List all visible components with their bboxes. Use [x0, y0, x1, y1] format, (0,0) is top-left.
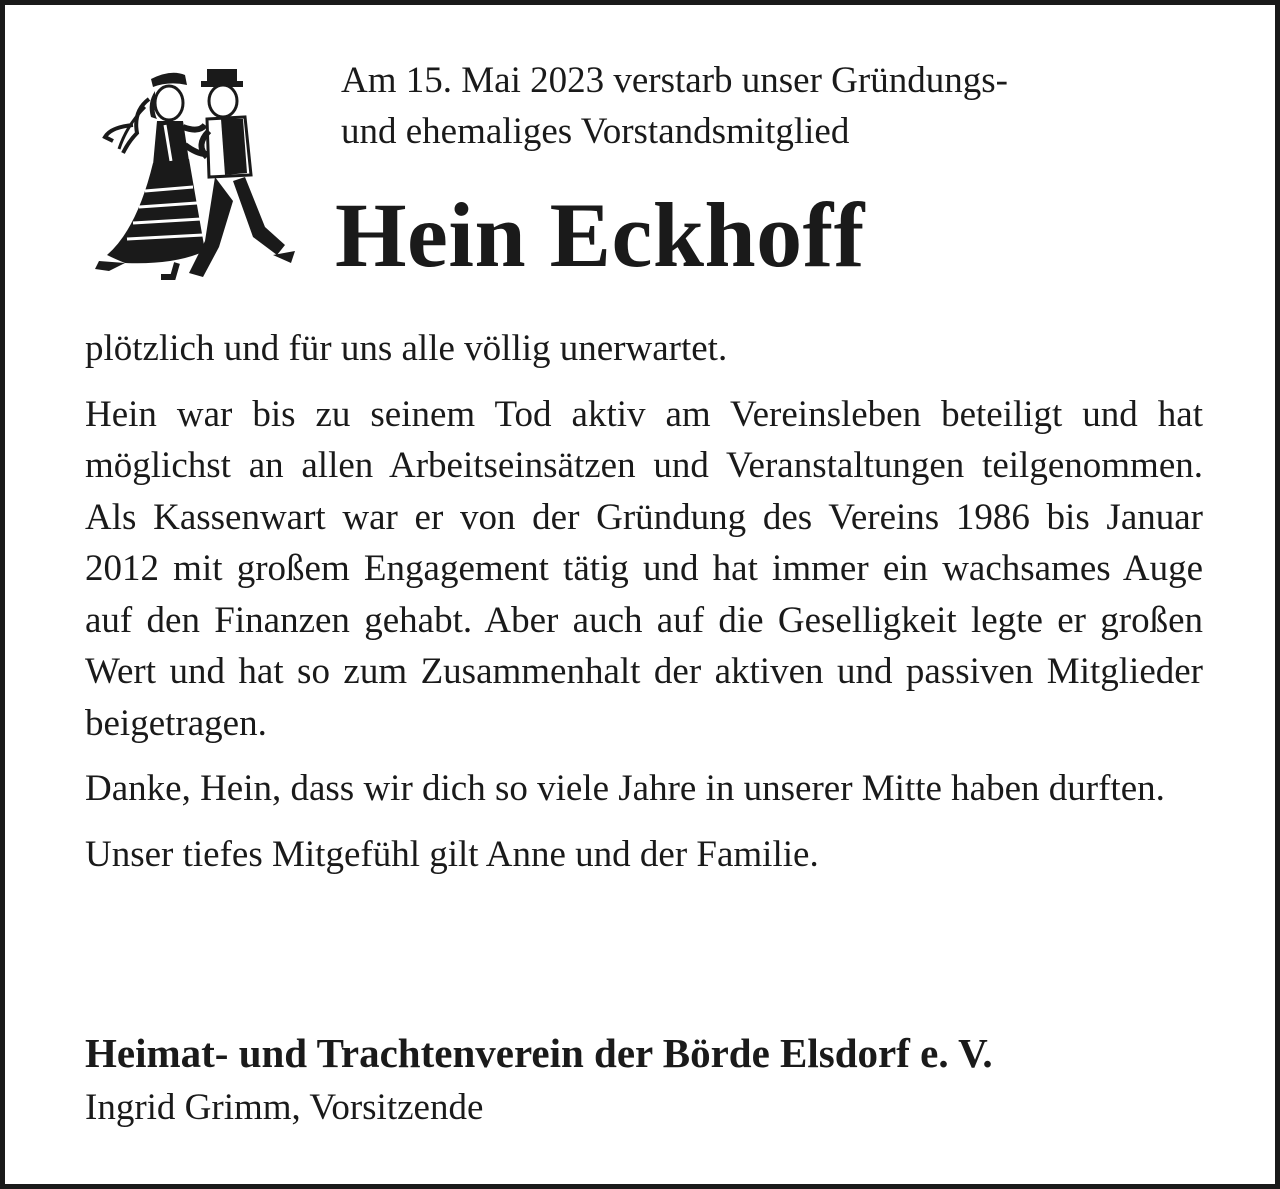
body-paragraph-3: Danke, Hein, dass wir dich so viele Jahre in unserer Mitte haben durften. — [85, 768, 1165, 809]
organization-name: Heimat- und Trachtenverein der Börde Elsdorf e. V. — [85, 1030, 993, 1076]
body-paragraph-4: Unser tiefes Mitgefühl gilt Anne und der Familie. — [85, 833, 819, 875]
signer-name: Ingrid Grimm, Vorsitzende — [85, 1087, 484, 1128]
folk-dancing-couple-icon — [85, 41, 297, 309]
intro-text — [341, 55, 1221, 157]
body-paragraph-2: Hein war bis zu seinem Tod aktiv am Vereinsleben beteiligt und hat möglichst an allen Arbeitseinsätzen und Veranstaltungen teilgenommen. Als Kassenwart war er von der Gründung des Vereins 1986 bis Januar 2012 mit großem Engagement tätig und hat immer ein wachsames Auge auf den Finanzen gehabt. Aber auch auf die Geselligkeit legte er großen Wert und hat so zum Zusammenhalt der aktiven und passiven Mitglieder beigetragen. — [85, 393, 1203, 744]
intro-line-2: und ehemaliges Vorstandsmitglied — [341, 111, 850, 152]
intro-line-1: Am 15. Mai 2023 verstarb unser Gründungs- — [341, 60, 1008, 101]
body-paragraph-1: plötzlich und für uns alle völlig unerwartet. — [85, 328, 728, 369]
deceased-name: Hein Eckhoff — [335, 184, 865, 286]
obituary-body — [85, 323, 1203, 894]
